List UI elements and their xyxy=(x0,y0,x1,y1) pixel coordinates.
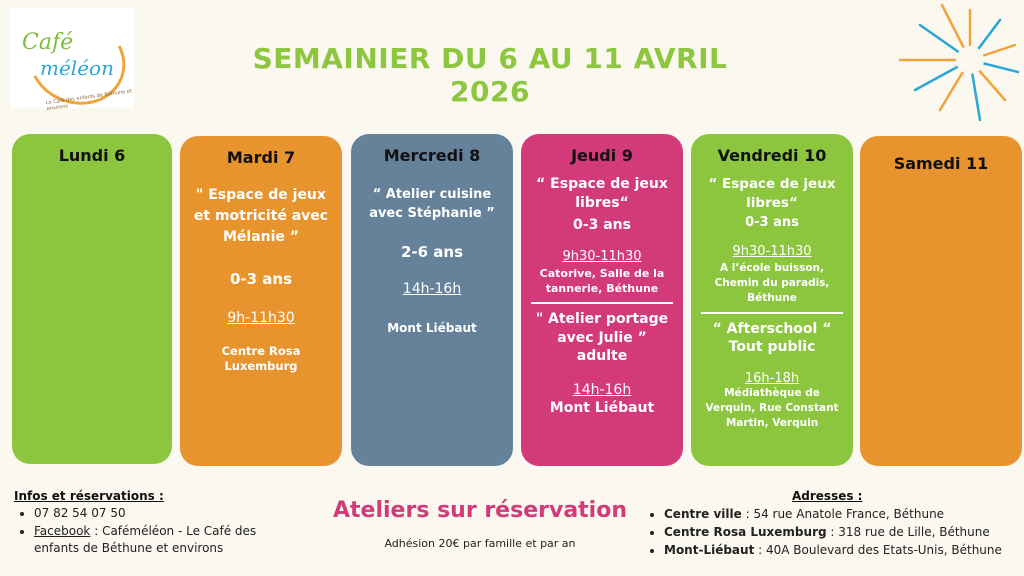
address-item xyxy=(664,523,1024,541)
activity-time: 9h30-11h30 xyxy=(732,244,812,259)
day-name-lundi: Lundi 6 xyxy=(58,146,126,165)
address-name: Centre ville xyxy=(664,507,742,521)
address-value: : 54 rue Anatole France, Béthune xyxy=(741,507,945,521)
address-name: Centre Rosa Luxemburg xyxy=(664,525,827,539)
activity-title: “ Afterschool “ xyxy=(712,321,832,337)
activity-title: “ Espace de jeux libres“ xyxy=(708,176,836,211)
day-name-samedi: Samedi 11 xyxy=(893,154,989,173)
phone-number[interactable]: • 07 82 54 07 50 xyxy=(34,505,284,522)
adresses-title: Adresses : xyxy=(792,489,863,503)
activity-time: 14h-16h xyxy=(572,382,632,398)
day-card-jeudi xyxy=(521,134,683,466)
activity-time: 9h30-11h30 xyxy=(562,249,642,264)
ateliers-heading: Ateliers sur réservation xyxy=(333,498,627,523)
address-value: : 318 rue de Lille, Béthune xyxy=(826,525,990,539)
activity-time: 14h-16h xyxy=(402,281,462,297)
activity-age: 0-3 ans xyxy=(745,215,799,230)
page-title: SEMAINIER DU 6 AU 11 AVRIL 2026 xyxy=(252,42,728,108)
adhesion-text: Adhésion 20€ par famille et par an xyxy=(384,537,576,550)
day-name-jeudi: Jeudi 9 xyxy=(571,146,633,165)
activity-age: 0-3 ans xyxy=(573,217,631,233)
infos-title: Infos et réservations : xyxy=(14,489,164,503)
activity-title: " Espace de jeux et motricité avec Mélanie ” xyxy=(193,187,329,245)
divider xyxy=(531,302,673,304)
facebook-text: : Caféméléon - Le Café des enfants de Béthune et environs xyxy=(34,524,257,555)
activity-place: A l’école buisson, Chemin du paradis, Béthune xyxy=(714,262,830,304)
activity-age: 2-6 ans xyxy=(400,243,464,261)
adresses-list xyxy=(650,505,1024,559)
cafe-meleon-logo xyxy=(10,8,134,113)
activity-age: Tout public xyxy=(728,339,816,355)
activity-place: Mont Liébaut xyxy=(387,321,477,335)
activity-title: “ Atelier cuisine avec Stéphanie ” xyxy=(369,187,495,221)
day-name-mardi: Mardi 7 xyxy=(226,148,296,167)
logo-cafe-text: Café xyxy=(22,30,74,55)
firework-decoration xyxy=(870,0,1024,130)
activity-age: adulte xyxy=(576,348,628,364)
address-item xyxy=(664,505,1024,523)
address-name: Mont-Liébaut xyxy=(664,543,755,557)
logo-subtitle: Le Café des enfants de Béthune et environs xyxy=(45,88,133,113)
activity-time: 9h-11h30 xyxy=(227,310,295,326)
activity-place: Catorive, Salle de la tannerie, Béthune xyxy=(539,267,665,295)
divider xyxy=(701,312,843,314)
activity-place: Mont Liébaut xyxy=(549,400,655,416)
facebook-item[interactable] xyxy=(34,523,284,557)
day-card-mardi xyxy=(180,136,342,466)
day-card-samedi xyxy=(860,136,1022,466)
address-value: : 40A Boulevard des Etats-Unis, Béthune xyxy=(754,543,1002,557)
facebook-label[interactable]: Facebook xyxy=(34,524,91,538)
activity-title: " Atelier portage avec Julie ” xyxy=(535,311,669,346)
activity-age: 0-3 ans xyxy=(229,270,293,288)
activity-place: Médiathèque de Verquin, Rue Constant Martin, Verquin xyxy=(705,387,839,429)
day-card-lundi xyxy=(12,134,172,464)
day-card-vendredi xyxy=(691,134,853,466)
address-item xyxy=(664,541,1024,559)
activity-place: Centre Rosa Luxemburg xyxy=(221,344,301,373)
activity-title: “ Espace de jeux libres“ xyxy=(536,176,668,211)
day-name-vendredi: Vendredi 10 xyxy=(717,146,827,165)
day-name-mercredi: Mercredi 8 xyxy=(383,146,481,165)
logo-meleon-text: méléon xyxy=(40,56,114,80)
infos-list xyxy=(22,505,284,558)
day-card-mercredi xyxy=(351,134,513,466)
activity-time: 16h-18h xyxy=(744,371,800,386)
